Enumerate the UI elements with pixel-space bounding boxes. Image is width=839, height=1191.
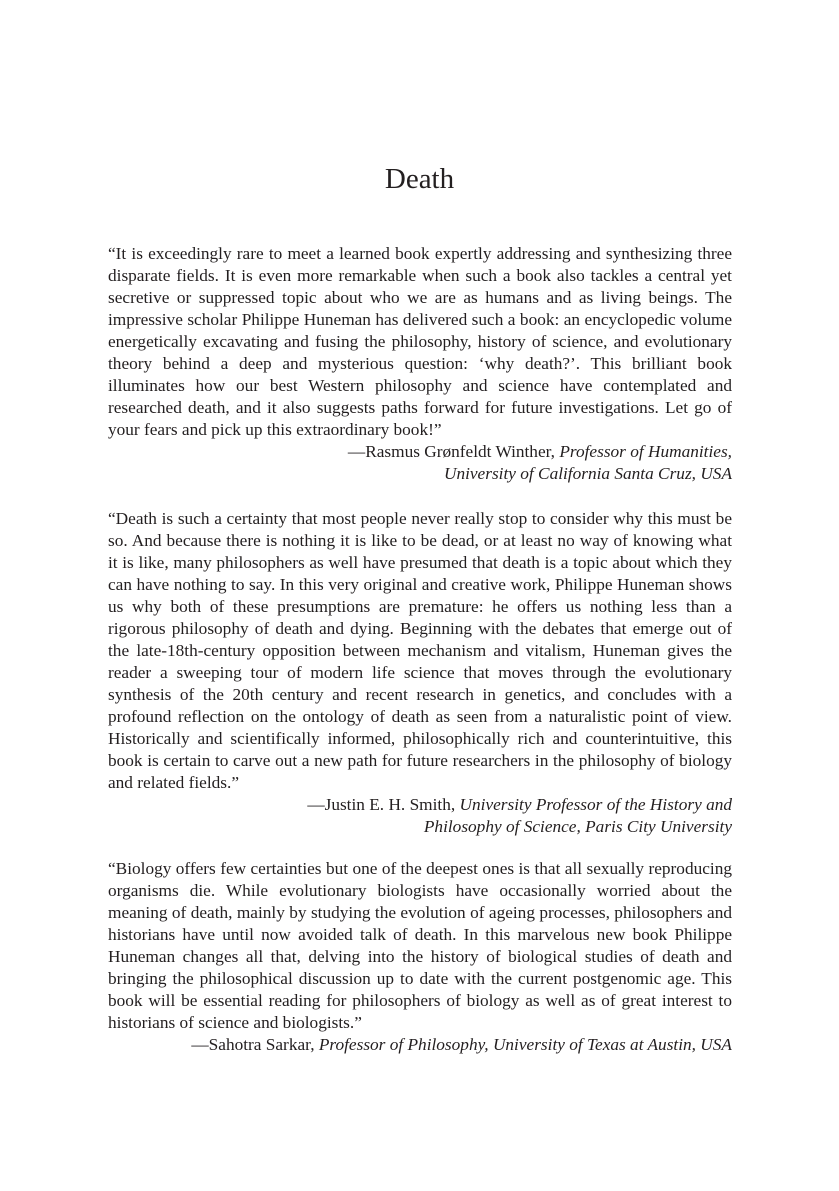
- attribution-line: [108, 1034, 732, 1056]
- endorsement-quote: [108, 508, 732, 838]
- quote-text: “It is exceedingly rare to meet a learned book expertly addressing and synthesizing three disparate fields. It is even more remarkable when such a book also tackles a central yet secretive or suppressed topic about who we are as humans and as living beings. The impressive scholar Philippe Huneman has delivered such a book: an encyclopedic volume energetically excavating and fusing the philosophy, history of science, and evolutionary theory behind a deep and mysterious question: ‘why death?’. This brilliant book illuminates how our best Western philosophy and science have contemplated and researched death, and it also suggests paths forward for future investigations. Let go of your fears and pick up this extraordinary book!”: [108, 244, 732, 439]
- author-affiliation: Philosophy of Science, Paris City University: [423, 817, 732, 836]
- quote-attribution: [108, 794, 732, 838]
- endorsement-quote: [108, 858, 732, 1056]
- author-affiliation: University of California Santa Cruz, USA: [443, 464, 732, 483]
- author-role: Professor of Philosophy, University of Texas at Austin, USA: [318, 1035, 732, 1054]
- quote-text: “Biology offers few certainties but one of the deepest ones is that all sexually reproducing organisms die. While evolutionary biologists have occasionally worried about the meaning of death, mainly by studying the evolution of ageing processes, philosophers and historians have until now avoided talk of death. In this marvelous new book Philippe Huneman changes all that, delving into the history of biological studies of death and bringing the philosophical discussion up to date with the current postgenomic age. This book will be essential reading for philosophers of biology as well as of great interest to historians of science and biologists.”: [108, 859, 732, 1032]
- quote-attribution: [108, 1034, 732, 1056]
- author-name: —Justin E. H. Smith,: [307, 795, 456, 814]
- quote-attribution: [108, 441, 732, 485]
- author-role: Professor of Humanities,: [559, 442, 732, 461]
- attribution-line: [108, 794, 732, 816]
- author-name: —Rasmus Grønfeldt Winther,: [347, 442, 556, 461]
- quote-text: “Death is such a certainty that most people never really stop to consider why this must be so. And because there is nothing it is like to be dead, or at least no way of knowing what it is like, many philosophers as well have presumed that death is a topic about which they can have nothing to say. In this very original and creative work, Philippe Huneman shows us why both of these presumptions are premature: he offers us nothing less than a rigorous philosophy of death and dying. Beginning with the debates that emerge out of the late-18th-century opposition between mechanism and vitalism, Huneman gives the reader a sweeping tour of modern life science that moves through the evolutionary synthesis of the 20th century and recent research in genetics, and concludes with a profound reflection on the ontology of death as seen from a naturalistic point of view. Historically and scientifically informed, philosophically rich and counterintuitive, this book is certain to carve out a new path for future researchers in the philosophy of biology and related fields.”: [108, 509, 732, 792]
- author-role: University Professor of the History and: [459, 795, 732, 814]
- author-name: —Sahotra Sarkar,: [191, 1035, 315, 1054]
- page-title: Death: [384, 163, 455, 195]
- attribution-line: [108, 441, 732, 463]
- endorsement-quote: [108, 243, 732, 485]
